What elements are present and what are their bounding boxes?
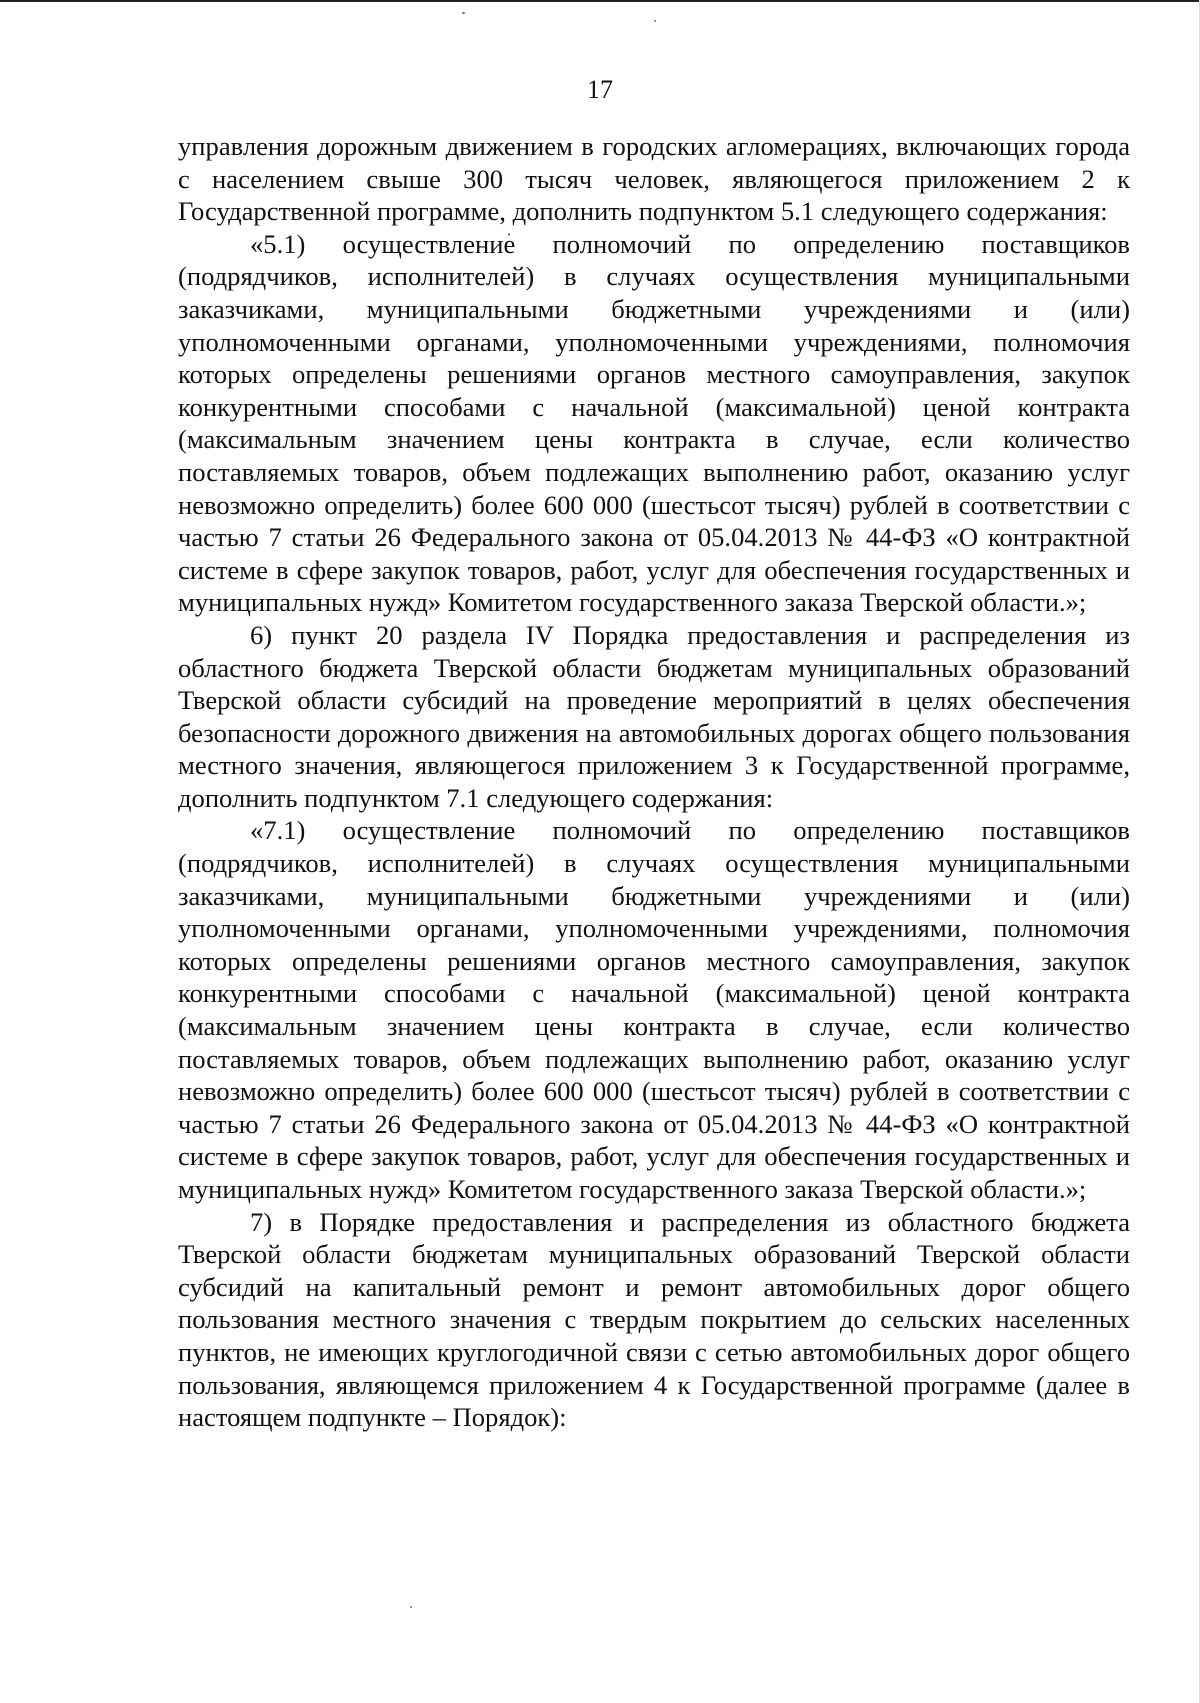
scan-speck — [410, 1606, 412, 1608]
scan-speck — [654, 20, 656, 22]
scan-border-top — [0, 0, 1200, 2]
paragraph-intro: управления дорожным движением в городских агломерациях, включающих города с населением свыше 300 тысяч человек, являющегося приложением 2 к Государственной программе, дополнить подпунктом 5.1 следующего содержания: — [178, 131, 1130, 227]
paragraph-item-5-1: «5.1) осуществление полномочий по определению поставщиков (подрядчиков, исполнителей) в случаях осуществления муниципальными заказчиками, муниципальными бюджетными учреждениями и (или) уполномоченными органами, уполномоченными учреждениями, полномочия которых определены решениями органов местного самоуправления, закупок конкурентными способами с начальной (максимальной) ценой контракта (максимальным значением цены контракта в случае, если количество поставляемых товаров, объем подлежащих выполнению работ, оказанию услуг невозможно определить) более 600 000 (шестьсот тысяч) рублей в соответствии с частью 7 статьи 26 Федерального закона от 05.04.2013 № 44-ФЗ «О контрактной системе в сфере закупок товаров, работ, услуг для обеспечения государственных и муниципальных нужд» Комитетом государственного заказа Тверской области.»; — [178, 228, 1130, 618]
scan-speck — [462, 12, 465, 14]
paragraph-item-6: 6) пункт 20 раздела IV Порядка предоставления и распределения из областного бюджета Тверской области бюджетам муниципальных образований Тверской области субсидий на проведение мероприятий в целях обеспечения безопасности дорожного движения на автомобильных дорогах общего пользования местного значения, являющегося приложением 3 к Государственной программе, дополнить подпунктом 7.1 следующего содержания: — [178, 619, 1130, 813]
document-body — [178, 130, 1130, 1434]
paragraph-item-7: 7) в Порядке предоставления и распределения из областного бюджета Тверской области бюджетам муниципальных образований Тверской области субсидий на капитальный ремонт и ремонт автомобильных дорог общего пользования местного значения с твердым покрытием до сельских населенных пунктов, не имеющих круглогодичной связи с сетью автомобильных дорог общего пользования, являющемся приложением 4 к Государственной программе (далее в настоящем подпункте – Порядок): — [178, 1206, 1130, 1433]
page-number: 17 — [587, 75, 613, 104]
paragraph-item-7-1: «7.1) осуществление полномочий по определению поставщиков (подрядчиков, исполнителей) в случаях осуществления муниципальными заказчиками, муниципальными бюджетными учреждениями и (или) уполномоченными органами, уполномоченными учреждениями, полномочия которых определены решениями органов местного самоуправления, закупок конкурентными способами с начальной (максимальной) ценой контракта (максимальным значением цены контракта в случае, если количество поставляемых товаров, объем подлежащих выполнению работ, оказанию услуг невозможно определить) более 600 000 (шестьсот тысяч) рублей в соответствии с частью 7 статьи 26 Федерального закона от 05.04.2013 № 44-ФЗ «О контрактной системе в сфере закупок товаров, работ, услуг для обеспечения государственных и муниципальных нужд» Комитетом государственного заказа Тверской области.»; — [178, 815, 1130, 1204]
